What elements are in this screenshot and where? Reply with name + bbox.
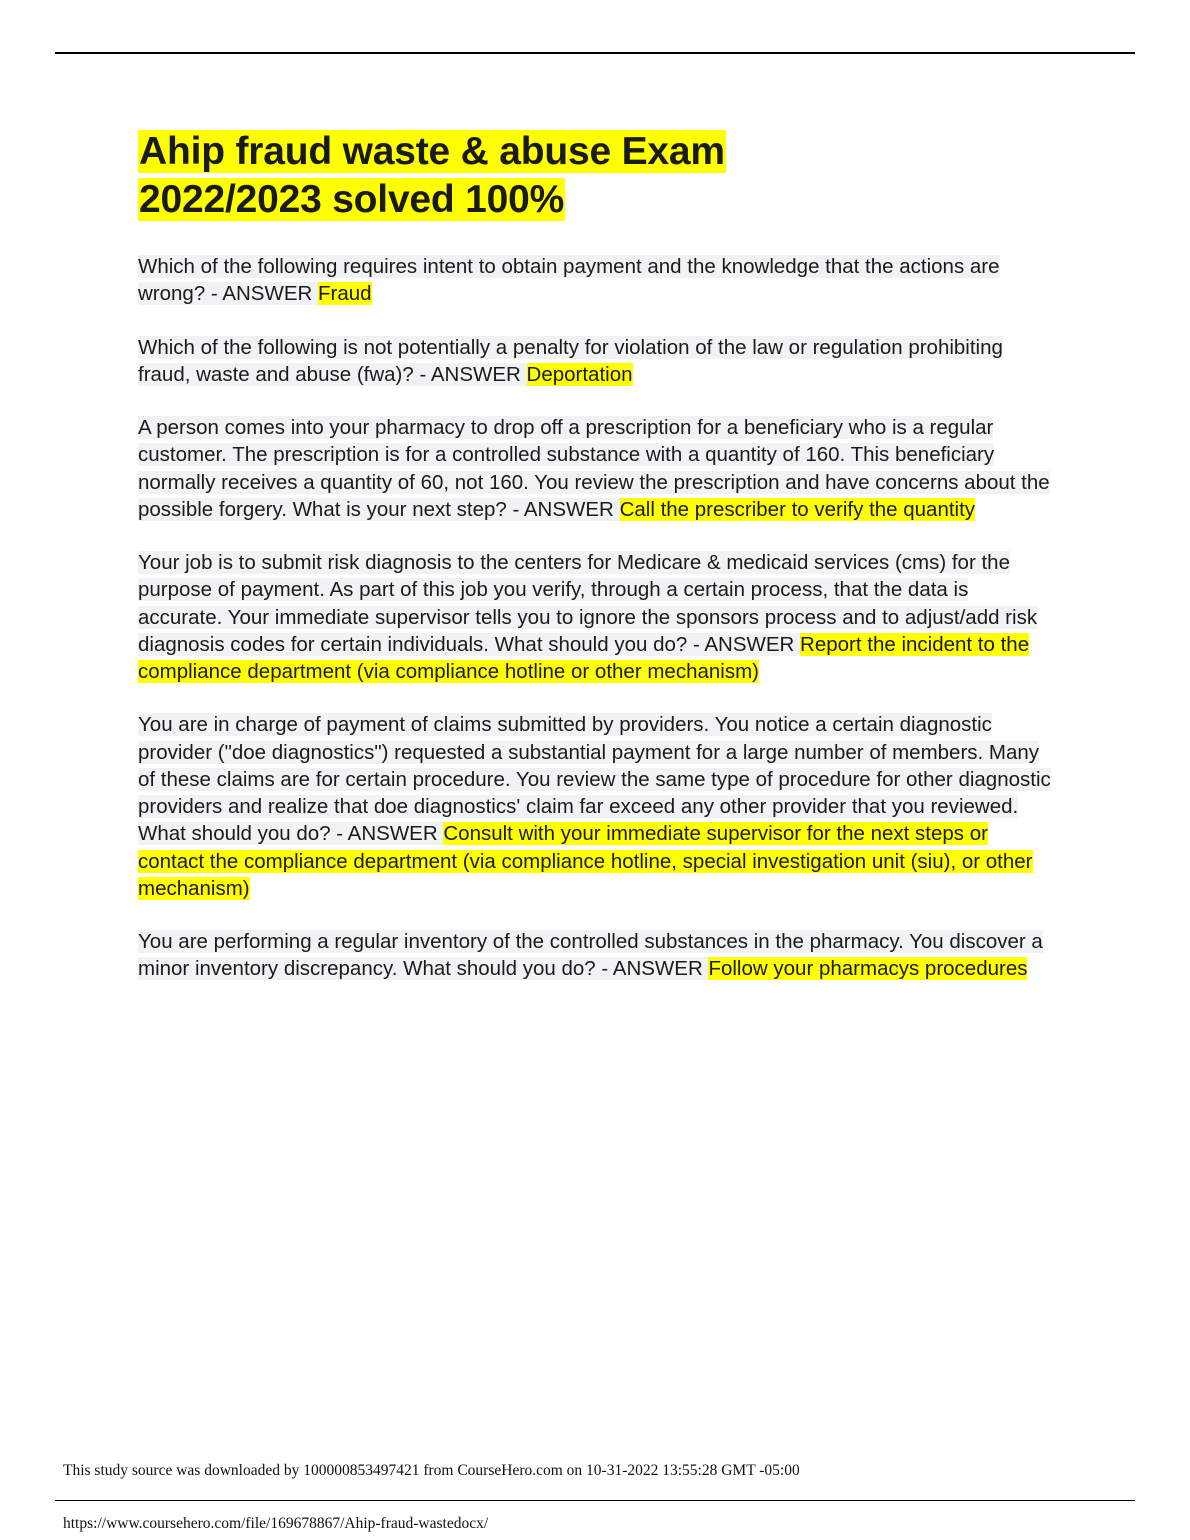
page-top-divider bbox=[55, 52, 1135, 54]
answer-text: Deportation bbox=[526, 362, 633, 386]
qa-item bbox=[138, 928, 1053, 983]
qa-item bbox=[138, 414, 1053, 523]
qa-item bbox=[138, 549, 1053, 685]
qa-item bbox=[138, 253, 1053, 308]
page-title-line-2: 2022/2023 solved 100% bbox=[139, 177, 565, 221]
answer-text: Follow your pharmacys procedures bbox=[708, 957, 1028, 981]
answer-text: Report the incident to the compliance department (via compliance hotline or other mechanism) bbox=[138, 632, 1030, 684]
page-title bbox=[138, 128, 1053, 223]
question-text: Your job is to submit risk diagnosis to the centers for Medicare & medicaid services (cms) for the purpose of payment. As part of this job you verify, through a certain process, that the data is accurate. Your immediate supervisor tells you to ignore the sponsors process and to adjust/add risk diagnosis codes for certain individuals. What should you do? - ANSWER bbox=[138, 551, 1038, 656]
qa-item bbox=[138, 334, 1053, 389]
source-url[interactable]: https://www.coursehero.com/file/169678867/Ahip-fraud-wastedocx/ bbox=[63, 1515, 489, 1532]
page-bottom-divider bbox=[55, 1500, 1135, 1501]
download-source-note: This study source was downloaded by 100000853497421 from CourseHero.com on 10-31-2022 13:55:28 GMT -05:00 bbox=[63, 1462, 800, 1479]
qa-item bbox=[138, 711, 1053, 902]
question-text: Which of the following is not potentially a penalty for violation of the law or regulation prohibiting fraud, waste and abuse (fwa)? - ANSWER bbox=[138, 335, 1003, 386]
document-body bbox=[138, 128, 1053, 1009]
page-title-line-1: Ahip fraud waste & abuse Exam bbox=[139, 130, 725, 173]
question-text: Which of the following requires intent to obtain payment and the knowledge that the actions are wrong? - ANSWER bbox=[138, 255, 1000, 306]
question-text: You are performing a regular inventory of the controlled substances in the pharmacy. You discover a minor inventory discrepancy. What should you do? - ANSWER bbox=[138, 930, 1043, 981]
answer-text: Fraud bbox=[318, 282, 372, 306]
answer-text: Call the prescriber to verify the quantity bbox=[619, 497, 976, 521]
question-text: A person comes into your pharmacy to drop off a prescription for a beneficiary who is a regular customer. The prescription is for a controlled substance with a quantity of 160. This beneficiary normally receives a quantity of 60, not 160. You review the prescription and have concerns about the possible forgery. What is your next step? - ANSWER bbox=[138, 416, 1050, 521]
qa-list bbox=[138, 253, 1053, 983]
answer-text: Consult with your immediate supervisor for the next steps or contact the compliance department (via compliance hotline, special investigation unit (siu), or other mechanism) bbox=[138, 822, 1033, 900]
question-text: You are in charge of payment of claims submitted by providers. You notice a certain diagnostic provider ("doe diagnostics") requested a substantial payment for a large number of members. Many of these claims are for certain procedure. You review the same type of procedure for other diagnostic providers and realize that doe diagnostics' claim far exceed any other provider that you reviewed. What should you do? - ANSWER bbox=[138, 713, 1051, 846]
